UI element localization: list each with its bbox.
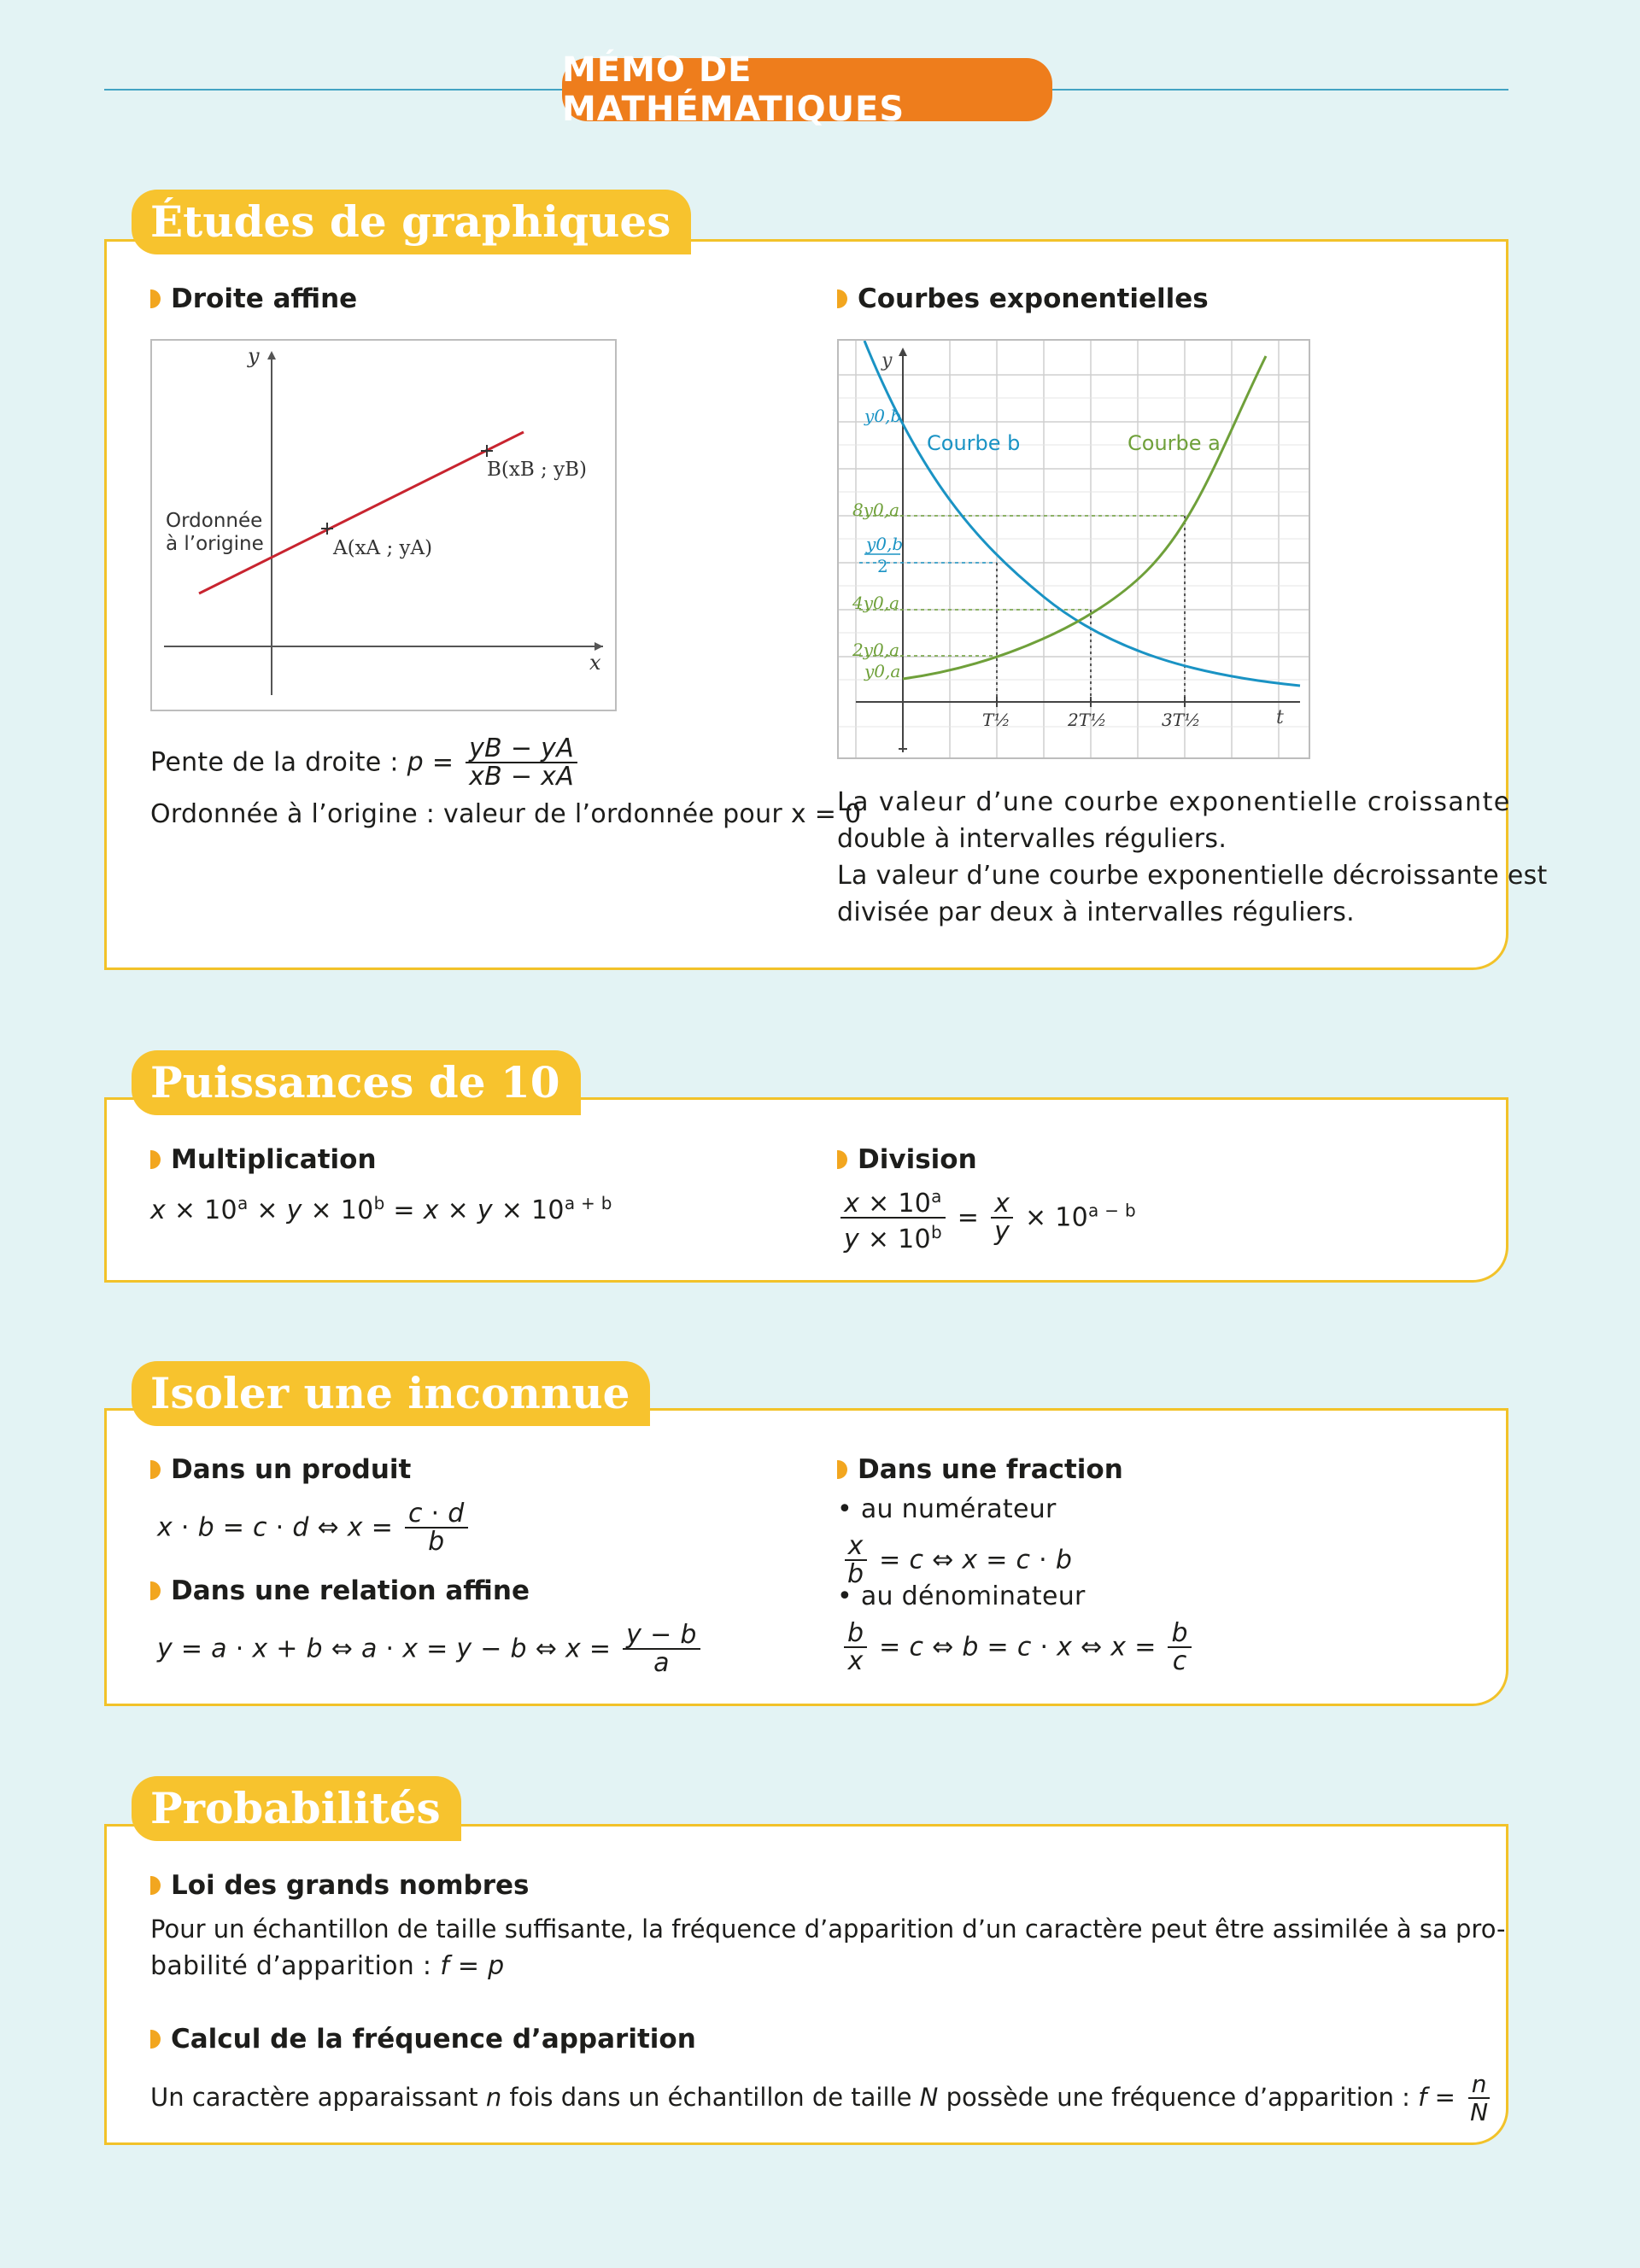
freq-text: Un caractère apparaissant n fois dans un échantillon de taille N possède une fréquence d’apparition : f = $\frac{n}{N}$ [150, 2072, 1495, 2126]
freq-text-2: fois dans un échantillon de taille [501, 2083, 920, 2112]
expo-graph [839, 341, 1309, 757]
fraction-heading-text: Dans une fraction [858, 1454, 1123, 1485]
t2-label: 2T½ [1068, 710, 1107, 730]
mult-heading [150, 1144, 377, 1175]
graphs-title: Études de graphiques [132, 190, 691, 254]
expo-line-1: La valeur d’une courbe exponentielle croissante [837, 787, 1511, 817]
product-heading [150, 1454, 411, 1485]
lgn-line-2: babilité d’apparition : f = p [150, 1951, 505, 1981]
mult-formula: $x \times 10^a \times y \times 10^b = x \times y \times 10^{a + b}$ [150, 1193, 612, 1225]
product-formula: x · b = c · d ⇔ x = $\frac{c \cdot d}{b}$ [157, 1501, 472, 1556]
bullet-icon [150, 1460, 161, 1479]
memo-badge [562, 50, 1052, 129]
origin-text: Ordonnée à l’origine : valeur de l’ordonnée pour x = 0 [150, 799, 862, 829]
y2-label: 2y0,a [852, 640, 900, 660]
y8-label: 8y0,a [852, 500, 900, 520]
memo-label: MÉMO DE MATHÉMATIQUES [562, 50, 905, 129]
product-heading-text: Dans un produit [171, 1454, 412, 1485]
t3-label: 3T½ [1162, 710, 1201, 730]
y0a-label: y0,a [864, 661, 901, 681]
denominator-label: • au dénominateur [837, 1581, 1086, 1611]
droite-figure [150, 339, 617, 711]
expo-heading-text: Courbes exponentielles [858, 284, 1209, 314]
bullet-icon [837, 289, 847, 308]
origin-label-2: à l’origine [166, 533, 264, 555]
div-heading [837, 1144, 977, 1175]
powers-title: Puissances de 10 [132, 1050, 581, 1115]
numerator-formula: $\frac{x}{b}$ = c ⇔ x = c · b [840, 1534, 1072, 1588]
affine-heading [150, 1575, 530, 1606]
expo-line-4: divisée par deux à intervalles réguliers. [837, 897, 1356, 927]
curve-a-label: Courbe a [1128, 431, 1221, 455]
y4-label: 4y0,a [852, 593, 900, 613]
freq-heading-text: Calcul de la fréquence d’apparition [171, 2024, 696, 2055]
point-b-mark [481, 445, 493, 457]
bullet-icon [150, 2030, 161, 2049]
y-arrow-icon [267, 351, 276, 359]
expo-heading [837, 284, 1209, 314]
div-formula: $\frac{x \times 10^a}{y \times 10^b}$ = $\frac{x}{y}$ × $10^{a - b}$ [837, 1184, 1136, 1254]
t1-label: T½ [982, 710, 1010, 730]
lgn-line-1: Pour un échantillon de taille suffisante, la fréquence d’apparition d’un caractère peut être assimilée à sa pro- [150, 1914, 1506, 1944]
affine-formula: y = a · x + b ⇔ a · x = y − b ⇔ x = $\frac{y - b}{a}$ [157, 1622, 704, 1677]
numerator-label: • au numérateur [837, 1494, 1057, 1524]
proba-title: Probabilités [132, 1776, 461, 1841]
affine-heading-text: Dans une relation affine [171, 1575, 530, 1606]
mult-heading-text: Multiplication [171, 1144, 377, 1175]
curve-a-line [903, 356, 1266, 679]
slope-p: p [407, 747, 424, 778]
expo-figure [837, 339, 1310, 759]
fraction-heading [837, 1454, 1123, 1485]
y0b-label: y0,b [864, 406, 902, 426]
denominator-formula: $\frac{b}{x}$ = c ⇔ b = c · x ⇔ x = $\frac{b}{c}$ [840, 1621, 1195, 1675]
x-axis-label: x [589, 651, 601, 675]
y-axis-label: y [882, 350, 893, 371]
slope-fraction [466, 736, 577, 791]
curve-b-label: Courbe b [927, 431, 1021, 455]
y-axis-label: y [248, 344, 260, 368]
freq-heading [150, 2024, 696, 2055]
x-arrow-icon [594, 642, 603, 651]
droite-heading [150, 284, 357, 314]
grid [839, 341, 1309, 757]
t-axis-label: t [1276, 707, 1284, 728]
point-b-label: B(xB ; yB) [487, 459, 587, 481]
bullet-icon [150, 1876, 161, 1895]
t-ticks [899, 697, 1185, 749]
lgn-line-2-prefix: babilité d’apparition : [150, 1951, 441, 1981]
slope-denominator: xB − xA [469, 762, 575, 792]
bullet-icon [837, 1150, 847, 1169]
bullet-icon [150, 1150, 161, 1169]
point-a-label: A(xA ; yA) [333, 537, 433, 559]
div-heading-text: Division [858, 1144, 977, 1175]
lgn-heading [150, 1870, 529, 1901]
freq-text-1: Un caractère apparaissant [150, 2083, 486, 2112]
lgn-heading-text: Loi des grands nombres [171, 1870, 530, 1901]
slope-prefix: Pente de la droite : [150, 747, 407, 778]
bullet-icon [150, 289, 161, 308]
bullet-icon [837, 1460, 847, 1479]
expo-line-3: La valeur d’une courbe exponentielle décroissante est [837, 861, 1548, 891]
droite-heading-text: Droite affine [171, 284, 358, 314]
droite-graph [152, 341, 615, 710]
y0b-half-num: y0,b [866, 534, 904, 554]
slope-numerator: yB − yA [466, 736, 577, 763]
curve-b-line [864, 341, 1300, 686]
expo-line-2: double à intervalles réguliers. [837, 824, 1227, 854]
y-arrow-icon [899, 348, 907, 356]
slope-formula: Pente de la droite : p = $\frac{yB - yA}{xB - xA}$ [150, 736, 581, 791]
origin-label-1: Ordonnée [166, 510, 263, 532]
freq-text-3: possède une fréquence d’apparition : [938, 2083, 1419, 2112]
bullet-icon [150, 1581, 161, 1600]
isolate-title: Isoler une inconnue [132, 1361, 650, 1426]
y0b-half-den: 2 [877, 556, 888, 576]
